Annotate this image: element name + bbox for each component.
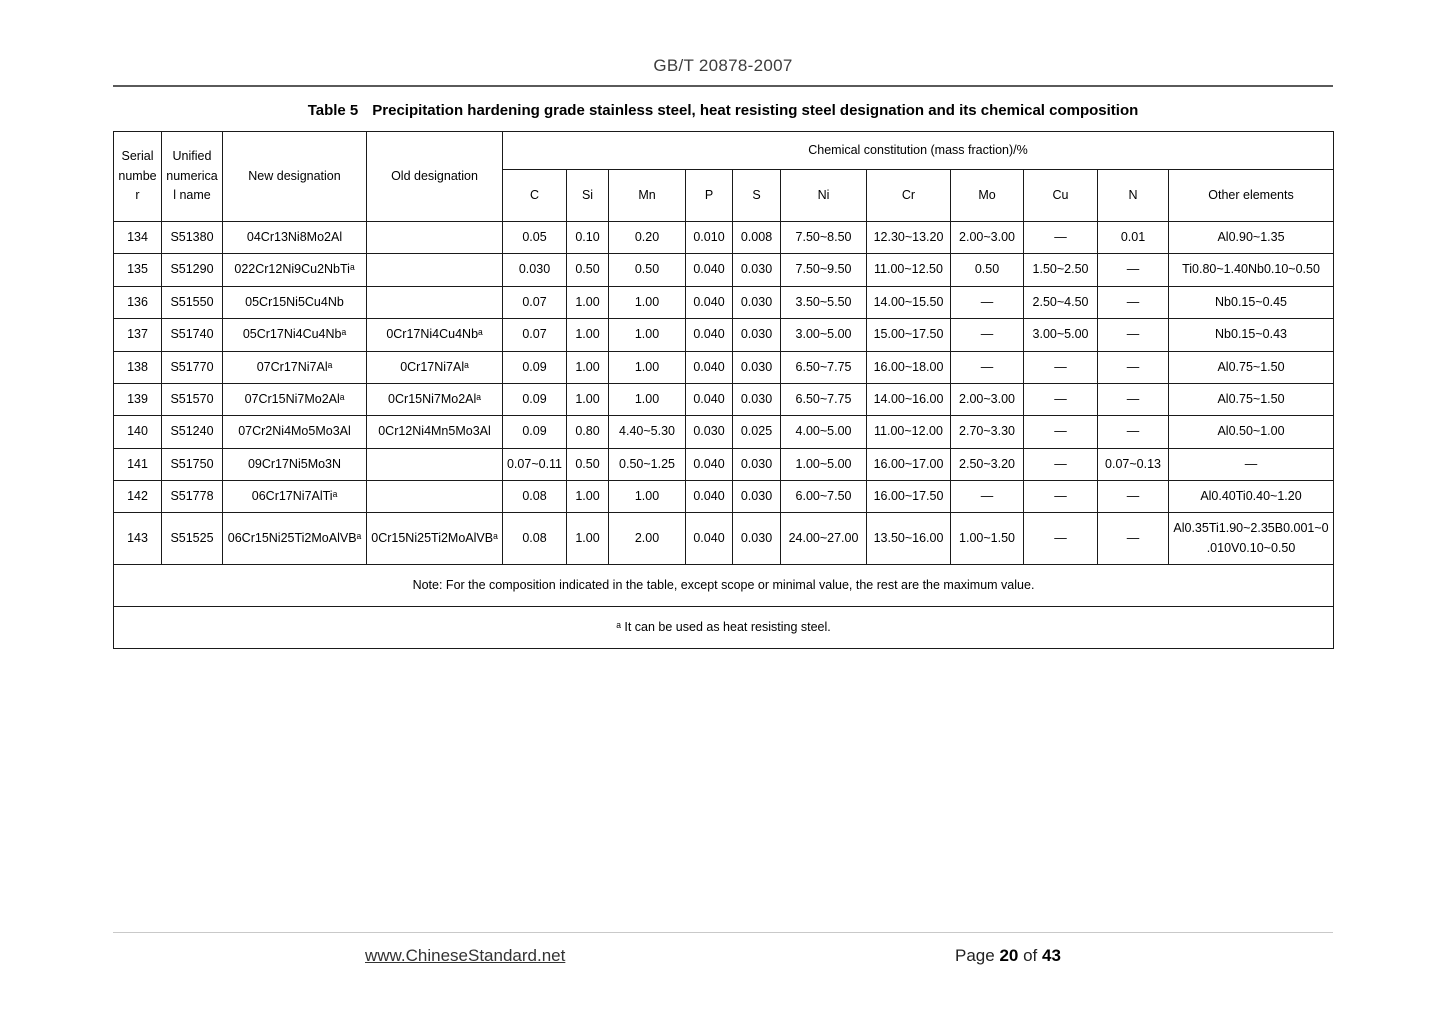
uns-cell: S51240: [162, 416, 223, 448]
cr-cell: 14.00~15.50: [867, 286, 951, 318]
other-elements-cell: Al0.50~1.00: [1169, 416, 1334, 448]
doc-code: GB/T 20878-2007: [653, 56, 793, 75]
mo-cell: 0.50: [951, 254, 1024, 286]
table-row: [114, 513, 1334, 565]
si-cell: 1.00: [567, 286, 609, 318]
old-designation-cell: [367, 448, 503, 480]
mn-cell: 1.00: [609, 319, 686, 351]
si-cell: 1.00: [567, 319, 609, 351]
s-cell: 0.008: [733, 222, 781, 254]
serial-cell: 143: [114, 513, 162, 565]
new-designation-cell: 06Cr15Ni25Ti2MoAlVBᵃ: [223, 513, 367, 565]
table-row: [114, 448, 1334, 480]
c-cell: 0.08: [503, 481, 567, 513]
ni-cell: 6.50~7.75: [781, 383, 867, 415]
cu-cell: —: [1024, 416, 1098, 448]
ni-cell: 4.00~5.00: [781, 416, 867, 448]
n-cell: —: [1098, 351, 1169, 383]
table-title: [113, 102, 1333, 119]
cr-cell: 16.00~18.00: [867, 351, 951, 383]
p-cell: 0.030: [686, 416, 733, 448]
col-header-unified: Unified numerical name: [162, 132, 223, 222]
header-rule: [113, 85, 1333, 87]
uns-cell: S51750: [162, 448, 223, 480]
col-header-chemical: Chemical constitution (mass fraction)/%: [503, 132, 1334, 170]
col-header-si: Si: [567, 170, 609, 222]
mo-cell: —: [951, 319, 1024, 351]
footer-rule: [113, 932, 1333, 933]
mn-cell: 1.00: [609, 481, 686, 513]
old-designation-cell: 0Cr15Ni7Mo2Alᵃ: [367, 383, 503, 415]
serial-cell: 134: [114, 222, 162, 254]
mn-cell: 0.20: [609, 222, 686, 254]
cr-cell: 16.00~17.50: [867, 481, 951, 513]
mn-cell: 0.50: [609, 254, 686, 286]
old-designation-cell: 0Cr15Ni25Ti2MoAlVBᵃ: [367, 513, 503, 565]
col-header-other-elements: Other elements: [1169, 170, 1334, 222]
c-cell: 0.09: [503, 416, 567, 448]
other-elements-cell: Nb0.15~0.45: [1169, 286, 1334, 318]
new-designation-cell: 05Cr17Ni4Cu4Nbᵃ: [223, 319, 367, 351]
uns-cell: S51770: [162, 351, 223, 383]
p-cell: 0.040: [686, 351, 733, 383]
new-designation-cell: 05Cr15Ni5Cu4Nb: [223, 286, 367, 318]
si-cell: 1.00: [567, 481, 609, 513]
old-designation-cell: [367, 222, 503, 254]
other-elements-cell: Al0.40Ti0.40~1.20: [1169, 481, 1334, 513]
ni-cell: 3.50~5.50: [781, 286, 867, 318]
table-row: [114, 254, 1334, 286]
other-elements-cell: Al0.90~1.35: [1169, 222, 1334, 254]
mo-cell: 2.00~3.00: [951, 222, 1024, 254]
mo-cell: —: [951, 286, 1024, 318]
s-cell: 0.030: [733, 513, 781, 565]
mo-cell: 2.00~3.00: [951, 383, 1024, 415]
uns-cell: S51570: [162, 383, 223, 415]
table-title-text: Precipitation hardening grade stainless steel, heat resisting steel designation and its chemical composition: [372, 102, 1139, 119]
n-cell: 0.07~0.13: [1098, 448, 1169, 480]
c-cell: 0.07: [503, 319, 567, 351]
n-cell: —: [1098, 319, 1169, 351]
c-cell: 0.030: [503, 254, 567, 286]
cr-cell: 13.50~16.00: [867, 513, 951, 565]
mn-cell: 2.00: [609, 513, 686, 565]
ni-cell: 1.00~5.00: [781, 448, 867, 480]
si-cell: 0.10: [567, 222, 609, 254]
cu-cell: —: [1024, 351, 1098, 383]
table-row: [114, 481, 1334, 513]
table-title-prefix: Table 5: [307, 102, 359, 119]
page-label: Page: [955, 946, 1000, 965]
table-body: [114, 222, 1334, 565]
mn-cell: 1.00: [609, 383, 686, 415]
new-designation-cell: 06Cr17Ni7AlTiᵃ: [223, 481, 367, 513]
new-designation-cell: 07Cr17Ni7Alᵃ: [223, 351, 367, 383]
new-designation-cell: 04Cr13Ni8Mo2Al: [223, 222, 367, 254]
uns-cell: S51550: [162, 286, 223, 318]
col-header-s: S: [733, 170, 781, 222]
table-row: [114, 383, 1334, 415]
cr-cell: 11.00~12.50: [867, 254, 951, 286]
col-header-n: N: [1098, 170, 1169, 222]
p-cell: 0.040: [686, 481, 733, 513]
col-header-new-designation: New designation: [223, 132, 367, 222]
mo-cell: 2.70~3.30: [951, 416, 1024, 448]
note-row: [114, 565, 1334, 607]
serial-cell: 137: [114, 319, 162, 351]
mo-cell: 2.50~3.20: [951, 448, 1024, 480]
mo-cell: —: [951, 481, 1024, 513]
footer-row: [113, 946, 1333, 970]
col-header-old-designation: Old designation: [367, 132, 503, 222]
cu-cell: —: [1024, 222, 1098, 254]
other-elements-cell: Al0.75~1.50: [1169, 351, 1334, 383]
si-cell: 0.50: [567, 448, 609, 480]
ni-cell: 3.00~5.00: [781, 319, 867, 351]
cu-cell: 1.50~2.50: [1024, 254, 1098, 286]
cr-cell: 14.00~16.00: [867, 383, 951, 415]
new-designation-cell: 07Cr2Ni4Mo5Mo3Al: [223, 416, 367, 448]
p-cell: 0.040: [686, 383, 733, 415]
serial-cell: 135: [114, 254, 162, 286]
col-header-ni: Ni: [781, 170, 867, 222]
c-cell: 0.08: [503, 513, 567, 565]
uns-cell: S51525: [162, 513, 223, 565]
serial-cell: 139: [114, 383, 162, 415]
ni-cell: 7.50~8.50: [781, 222, 867, 254]
table-notes: [114, 565, 1334, 649]
cr-cell: 12.30~13.20: [867, 222, 951, 254]
other-elements-cell: —: [1169, 448, 1334, 480]
serial-cell: 138: [114, 351, 162, 383]
s-cell: 0.030: [733, 254, 781, 286]
p-cell: 0.040: [686, 286, 733, 318]
si-cell: 0.50: [567, 254, 609, 286]
serial-cell: 136: [114, 286, 162, 318]
c-cell: 0.09: [503, 383, 567, 415]
p-cell: 0.040: [686, 254, 733, 286]
serial-cell: 142: [114, 481, 162, 513]
n-cell: —: [1098, 254, 1169, 286]
cu-cell: —: [1024, 383, 1098, 415]
ni-cell: 24.00~27.00: [781, 513, 867, 565]
cr-cell: 15.00~17.50: [867, 319, 951, 351]
ni-cell: 7.50~9.50: [781, 254, 867, 286]
n-cell: —: [1098, 481, 1169, 513]
s-cell: 0.030: [733, 319, 781, 351]
si-cell: 0.80: [567, 416, 609, 448]
uns-cell: S51290: [162, 254, 223, 286]
old-designation-cell: [367, 481, 503, 513]
note-text: Note: For the composition indicated in the table, except scope or minimal value, the rest are the maximum value.: [114, 565, 1334, 607]
old-designation-cell: [367, 286, 503, 318]
n-cell: 0.01: [1098, 222, 1169, 254]
ni-cell: 6.50~7.75: [781, 351, 867, 383]
mo-cell: —: [951, 351, 1024, 383]
serial-cell: 140: [114, 416, 162, 448]
col-header-mo: Mo: [951, 170, 1024, 222]
n-cell: —: [1098, 286, 1169, 318]
uns-cell: S51380: [162, 222, 223, 254]
s-cell: 0.030: [733, 286, 781, 318]
other-elements-cell: Nb0.15~0.43: [1169, 319, 1334, 351]
cu-cell: —: [1024, 448, 1098, 480]
page-indicator: [955, 946, 1061, 966]
cu-cell: 3.00~5.00: [1024, 319, 1098, 351]
table-row: [114, 416, 1334, 448]
table-row: [114, 286, 1334, 318]
s-cell: 0.030: [733, 383, 781, 415]
mn-cell: 0.50~1.25: [609, 448, 686, 480]
col-header-cr: Cr: [867, 170, 951, 222]
c-cell: 0.09: [503, 351, 567, 383]
n-cell: —: [1098, 383, 1169, 415]
page-content: [113, 0, 1333, 649]
s-cell: 0.030: [733, 448, 781, 480]
composition-table: [113, 131, 1334, 649]
si-cell: 1.00: [567, 383, 609, 415]
new-designation-cell: 022Cr12Ni9Cu2NbTiᵃ: [223, 254, 367, 286]
page-number: 20: [999, 946, 1019, 965]
col-header-p: P: [686, 170, 733, 222]
n-cell: —: [1098, 416, 1169, 448]
p-cell: 0.040: [686, 448, 733, 480]
mn-cell: 4.40~5.30: [609, 416, 686, 448]
s-cell: 0.030: [733, 481, 781, 513]
other-elements-cell: Ti0.80~1.40Nb0.10~0.50: [1169, 254, 1334, 286]
si-cell: 1.00: [567, 513, 609, 565]
old-designation-cell: 0Cr12Ni4Mn5Mo3Al: [367, 416, 503, 448]
c-cell: 0.07~0.11: [503, 448, 567, 480]
header-row-top: [114, 132, 1334, 170]
mo-cell: 1.00~1.50: [951, 513, 1024, 565]
ni-cell: 6.00~7.50: [781, 481, 867, 513]
s-cell: 0.025: [733, 416, 781, 448]
table-row: [114, 222, 1334, 254]
uns-cell: S51740: [162, 319, 223, 351]
new-designation-cell: 07Cr15Ni7Mo2Alᵃ: [223, 383, 367, 415]
old-designation-cell: 0Cr17Ni4Cu4Nbᵃ: [367, 319, 503, 351]
mn-cell: 1.00: [609, 351, 686, 383]
cr-cell: 16.00~17.00: [867, 448, 951, 480]
cu-cell: —: [1024, 481, 1098, 513]
uns-cell: S51778: [162, 481, 223, 513]
col-header-cu: Cu: [1024, 170, 1098, 222]
si-cell: 1.00: [567, 351, 609, 383]
col-header-mn: Mn: [609, 170, 686, 222]
c-cell: 0.05: [503, 222, 567, 254]
other-elements-cell: Al0.75~1.50: [1169, 383, 1334, 415]
p-cell: 0.040: [686, 513, 733, 565]
p-cell: 0.040: [686, 319, 733, 351]
s-cell: 0.030: [733, 351, 781, 383]
cu-cell: —: [1024, 513, 1098, 565]
serial-cell: 141: [114, 448, 162, 480]
cr-cell: 11.00~12.00: [867, 416, 951, 448]
p-cell: 0.010: [686, 222, 733, 254]
footnote-text: ᵃ It can be used as heat resisting steel.: [114, 607, 1334, 649]
mn-cell: 1.00: [609, 286, 686, 318]
page-total: 43: [1041, 946, 1061, 965]
table-row: [114, 319, 1334, 351]
table-row: [114, 351, 1334, 383]
page-footer: [113, 932, 1333, 970]
footnote-row: [114, 607, 1334, 649]
table-header: [114, 132, 1334, 222]
n-cell: —: [1098, 513, 1169, 565]
old-designation-cell: 0Cr17Ni7Alᵃ: [367, 351, 503, 383]
col-header-c: C: [503, 170, 567, 222]
cu-cell: 2.50~4.50: [1024, 286, 1098, 318]
new-designation-cell: 09Cr17Ni5Mo3N: [223, 448, 367, 480]
site-link[interactable]: www.ChineseStandard.net: [365, 946, 566, 965]
other-elements-cell: Al0.35Ti1.90~2.35B0.001~0.010V0.10~0.50: [1169, 513, 1334, 565]
of-label: of: [1018, 946, 1042, 965]
c-cell: 0.07: [503, 286, 567, 318]
old-designation-cell: [367, 254, 503, 286]
col-header-serial: Serial number: [114, 132, 162, 222]
